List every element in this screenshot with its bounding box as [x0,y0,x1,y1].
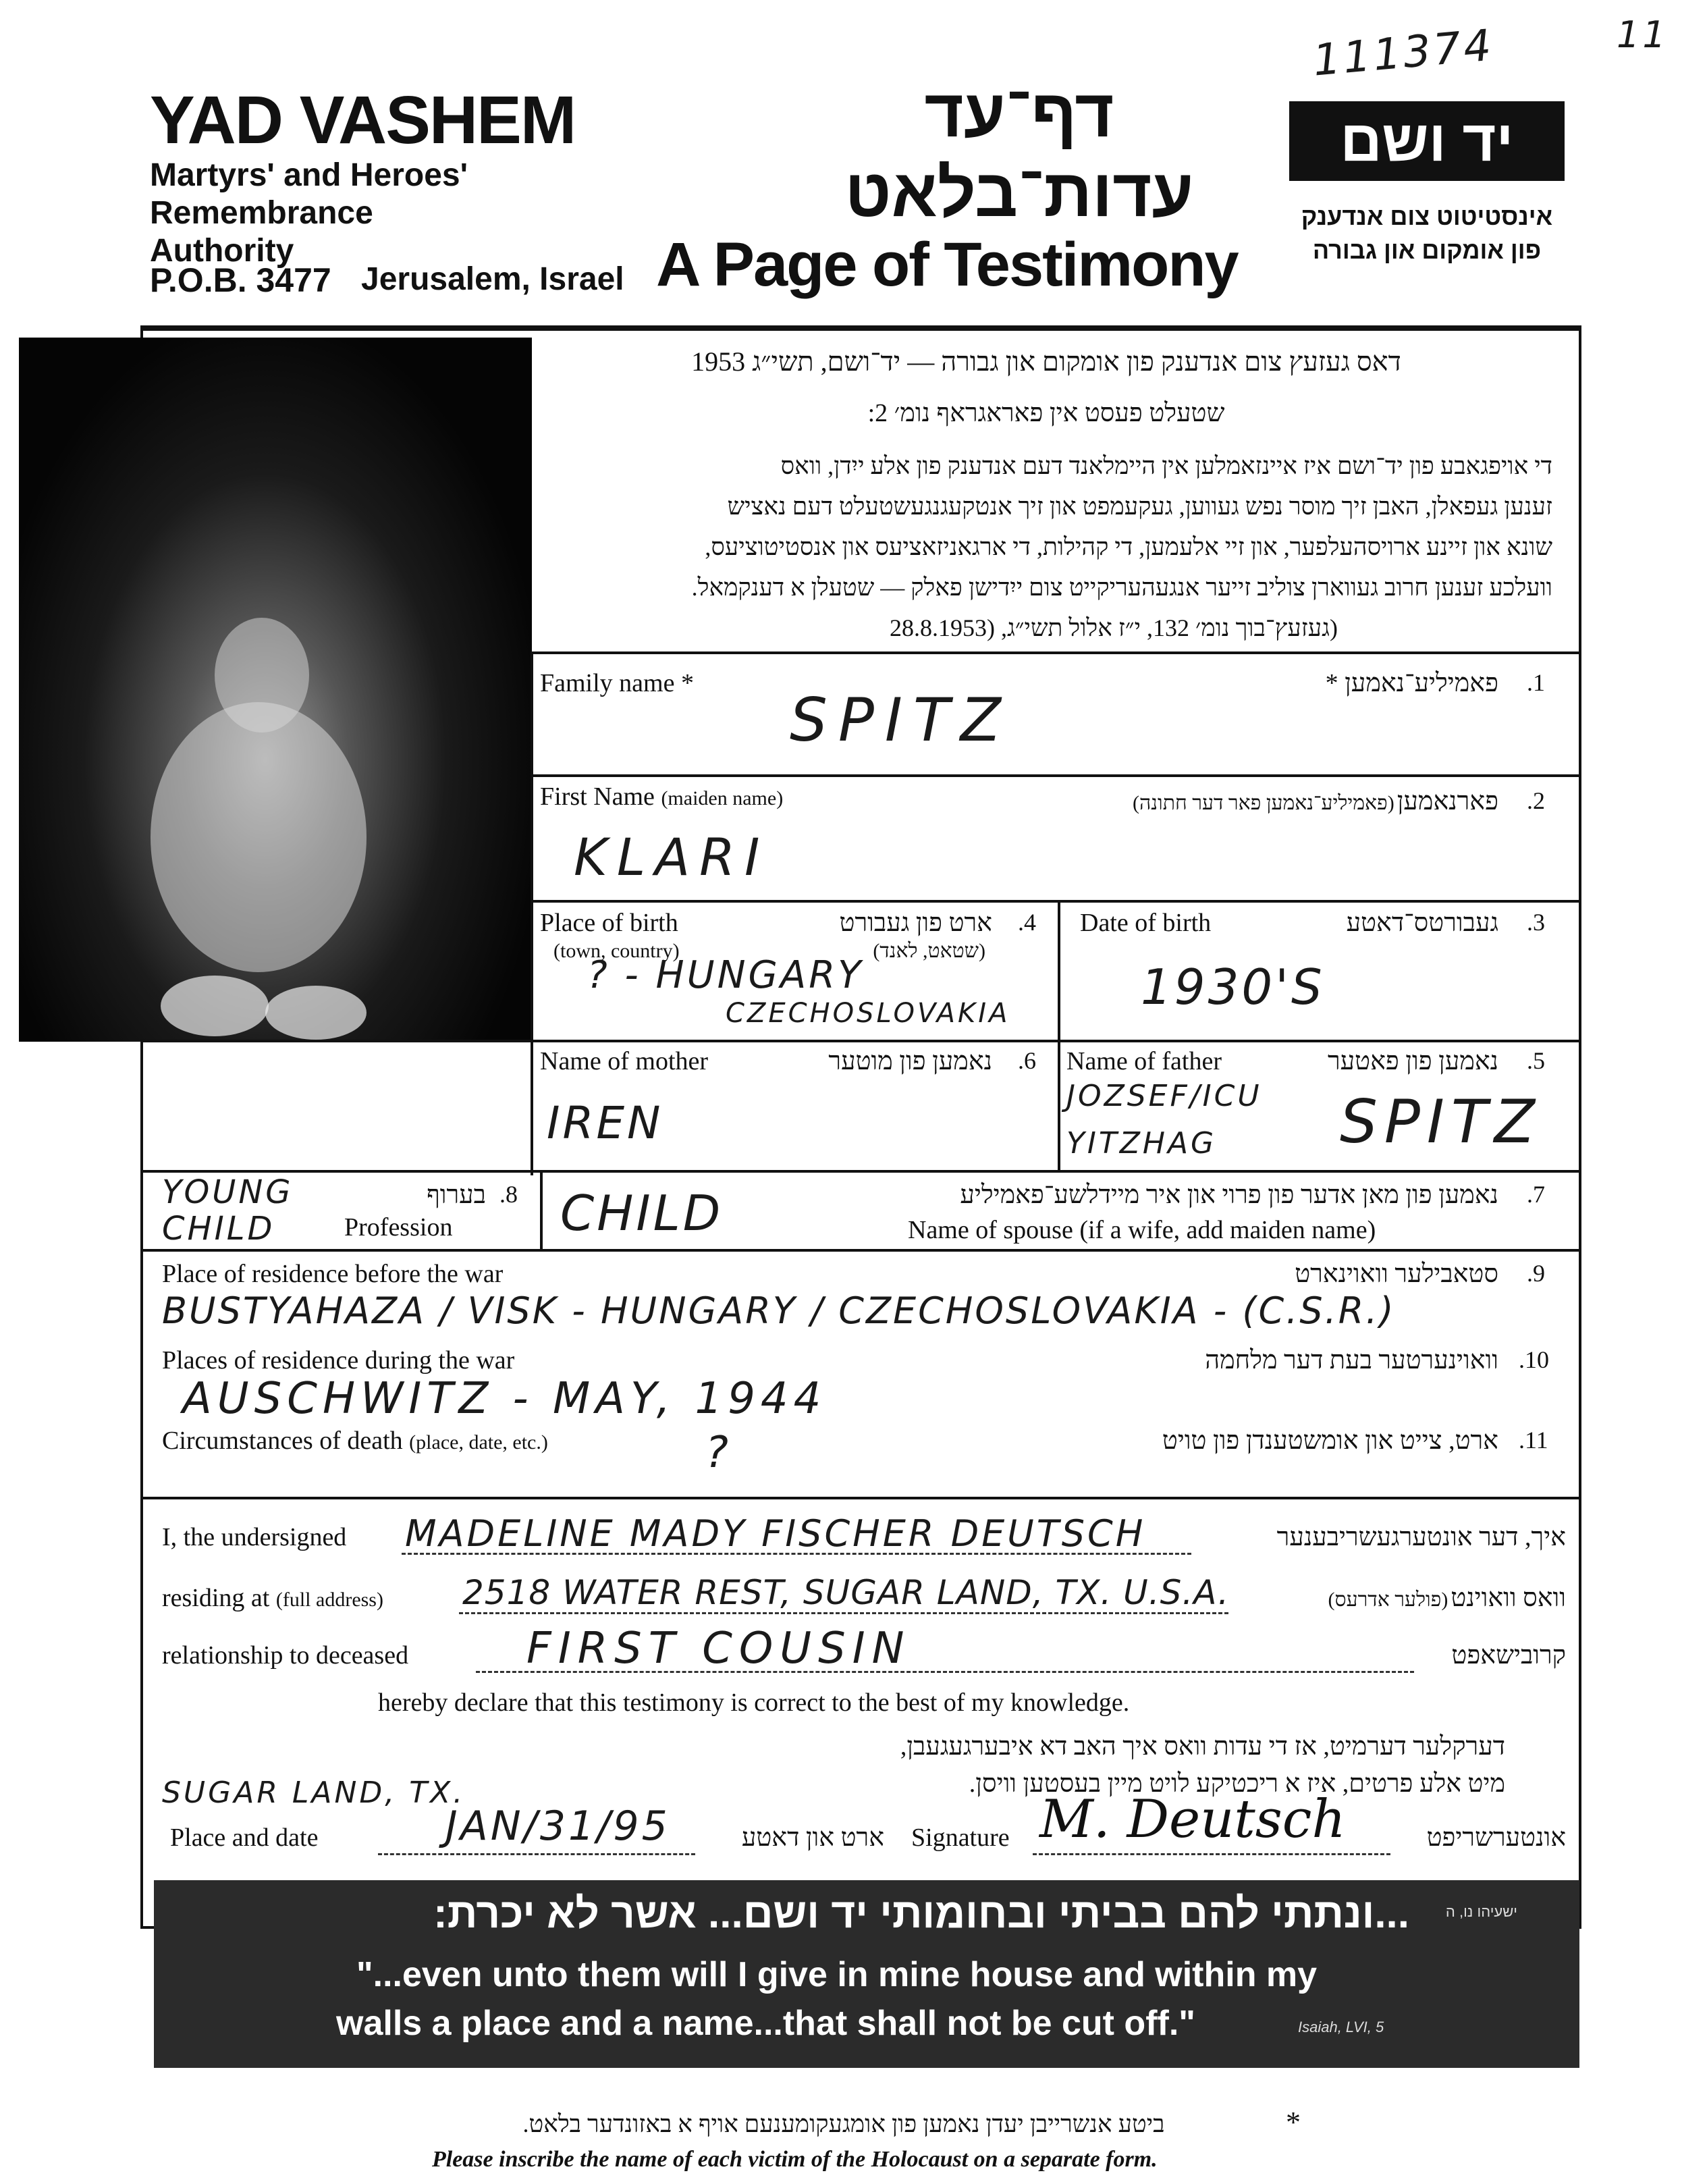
residence-during-value[interactable]: AUSCHWITZ - MAY, 1944 [182,1374,827,1424]
first-name-value[interactable]: KLARI [574,827,769,887]
field-number-6: .6 [1018,1047,1036,1074]
date-line [378,1853,695,1855]
residing-label-yi-note: (פולער אדרעס) [1328,1589,1448,1611]
declare-text: hereby declare that this testimony is correct to the best of my knowledge. [378,1688,1130,1717]
profession-label: Profession [344,1213,453,1242]
spouse-value[interactable]: CHILD [560,1185,724,1242]
victim-photo [19,338,532,1042]
mother-name-label: Name of mother [540,1047,709,1075]
rule-declaration-top [140,1497,1581,1499]
relationship-label: relationship to deceased [162,1641,409,1670]
yiddish-title-1: דף־עד [924,76,1114,151]
signature-value[interactable]: M. Deutsch [1039,1789,1346,1850]
city: Jerusalem, Israel [361,261,624,297]
banner-hebrew-quote: ...ונתתי להם בביתי ובחומותי יד ושם... אשר לא יכרת: [433,1890,1409,1937]
footer-english-note: Please inscribe the name of each victim of the Holocaust on a separate form. [432,2147,1158,2172]
residence-during-label: Places of residence during the war [162,1346,515,1375]
rule-f9-top [140,1249,1581,1252]
death-circumstances-label [162,1426,548,1456]
field-number-4: .4 [1018,909,1036,936]
banner-hebrew-ref: ישעיהו נו, ה [1445,1903,1517,1920]
yiddish-title-2: עדות־בלאט [844,155,1194,231]
relationship-label-yi: קרובישאפט [1451,1641,1566,1670]
field-number-2: .2 [1527,787,1545,814]
family-name-label-yi: פאמיליע־נאמען * [1325,669,1498,697]
intro-line-2: זענען געפאלן, האבן זיך מוסר נפש געווען, געקעמפט און זיך אנטקעגנגעשטעלט דעם נאציש [727,493,1552,520]
archive-number: 111374 [1311,20,1496,86]
date-of-birth-label: Date of birth [1080,909,1212,937]
banner-english-1: "...even unto them will I give in mine house and within my [356,1955,1318,1994]
yad-vashem-logo [1289,101,1565,181]
footer-yiddish-note: ביטע אנשרייבן יעדן נאמען פון אומגעקומענעם אויף א באזונדער בלאט. [522,2110,1165,2137]
undersigned-value[interactable]: MADELINE MADY FISCHER DEUTSCH [405,1512,1146,1555]
logo-text: יד ושם [1340,109,1514,174]
rule-photo-right [531,651,533,1175]
place-date-label-yi: ארט און דאטע [741,1823,884,1852]
residing-line [459,1612,1228,1614]
first-name-label-note: (maiden name) [661,787,784,809]
residence-before-label-yi: סטאבילער וואוינארט [1295,1260,1498,1288]
place-of-birth-value-1[interactable]: ? - HUNGARY [587,953,864,997]
intro-text [540,446,1552,648]
rule-f5-top [140,1040,1581,1042]
rule-f3-top [532,900,1581,903]
field-number-7: .7 [1527,1181,1545,1208]
place-of-birth-label-yi: ארט פון געבורט [839,909,992,937]
intro-line-1: די אויפגאבע פון יד־ושם איז איינזאמלען אין היימלאנד דעם אנדענק פון אלע ייִדן, וואס [780,452,1552,479]
footer-star: * [1286,2106,1301,2139]
english-title: A Page of Testimony [656,230,1238,299]
org-sub-line-1: Martyrs' and Heroes' [150,157,468,193]
profession-value-2[interactable]: CHILD [162,1210,275,1248]
field-number-10: .10 [1519,1346,1549,1373]
field-number-5: .5 [1527,1047,1545,1074]
rule-f7-top [140,1170,1581,1173]
law-title: דאס געזעץ צום אנדענק פון אומקום און גבורה — יד־ושם, תשי״ג 1953 [691,346,1401,377]
place-of-birth-note-yi: (שטאט, לאנד) [873,940,985,962]
child-photo-figure [19,338,532,1042]
residing-label-note: (full address) [275,1589,383,1611]
first-name-label-yi-note: (פאמיליע־נאמען פאר דער חתונה) [1133,792,1394,814]
first-name-label-yi-text: פארנאמען [1397,787,1498,816]
org-subtitle [150,157,468,270]
field-number-11: .11 [1519,1427,1548,1454]
signature-label: Signature [911,1823,1010,1852]
first-name-label [540,782,783,811]
rule-f1-top [532,651,1581,654]
paragraph-ref: שטעלט פעסט אין פאראגראף נומ׳ 2: [867,399,1225,427]
rule-profession-right [540,1170,543,1249]
first-name-label-yi [958,787,1498,816]
spouse-label-yi: נאמען פון מאן אדער פון פרוי און איר מיידלשע־פאמיליע [960,1181,1498,1209]
field-number-8: .8 [499,1181,518,1208]
death-circumstances-label-note: (place, date, etc.) [409,1431,548,1454]
quote-banner [154,1880,1579,2068]
death-circumstances-value[interactable]: ? [705,1428,731,1478]
banner-english-2: walls a place and a name...that shall not be cut off." [336,2004,1195,2043]
residing-label-text: residing at [162,1584,270,1612]
signature-label-yi: אונטערשריפט [1426,1823,1566,1852]
intro-line-5: (געזעץ־בוך נומ׳ 132, י״ז אלול תשי״ג, (28.8.1953 [889,614,1338,641]
father-name-value-2[interactable]: YITZHAG [1066,1126,1217,1161]
profession-value-1[interactable]: YOUNG [162,1173,294,1211]
field-number-3: .3 [1527,909,1545,936]
rule-middle [1058,900,1060,1170]
undersigned-label: I, the undersigned [162,1523,347,1551]
residing-label-yi-text: וואס וואוינט [1451,1584,1566,1612]
profession-label-yi: בערוף [427,1181,486,1209]
rule-f2-top [532,774,1581,777]
org-sub-line-3: Authority [150,233,294,269]
residing-label [162,1583,383,1613]
intro-line-3: שונא און זיינע ארויסהעלפער, און זיי אלעמען, די קהילות, די ארגאניזאציעס און אנסטיטוציעס, [705,533,1552,560]
institute-line-1: אינסטיטוט צום אנדענק [1301,203,1553,230]
intro-line-4: וועלכע זענען חרוב געווארן צוליב זייער אנגעהעריקייט צום ייִדישן פאלק — שטעלן א דענקמאל. [691,574,1552,601]
spouse-label: Name of spouse (if a wife, add maiden name) [908,1216,1376,1244]
relationship-value[interactable]: FIRST COUSIN [526,1624,911,1674]
residence-during-label-yi: וואוינערטער בעת דער מלחמה [1205,1346,1498,1375]
father-name-label: Name of father [1066,1047,1222,1075]
first-name-label-text: First Name [540,782,655,811]
place-of-birth-note: (town, country) [553,940,680,962]
corner-number: 11 [1617,14,1669,56]
org-name: YAD VASHEM [150,82,576,158]
form-top-rule [140,325,1581,331]
banner-english-ref: Isaiah, LVI, 5 [1298,2019,1384,2035]
death-circumstances-label-text: Circumstances of death [162,1427,403,1455]
pob: P.O.B. 3477 [150,261,331,299]
family-name-value[interactable]: SPITZ [790,685,1012,755]
place-of-birth-label: Place of birth [540,909,678,937]
signing-place-value[interactable]: SUGAR LAND, TX. [162,1776,466,1810]
father-name-label-yi: נאמען פון פאטער [1327,1047,1498,1075]
signature-line [1033,1853,1390,1855]
residence-before-label: Place of residence before the war [162,1260,504,1288]
institute-line-2: פון אומקום און גבורה [1312,236,1542,264]
signing-date-value[interactable]: JAN/31/95 [445,1803,670,1850]
declare-text-yi-1: דערקלער דערמיט, אז די עדות וואס איך האב דא איבערגעגעבן, [900,1732,1505,1761]
father-name-value-3[interactable]: SPITZ [1340,1087,1542,1156]
date-of-birth-label-yi: געבורטס־דאטע [1346,909,1498,937]
residing-value[interactable]: 2518 WATER REST, SUGAR LAND, TX. U.S.A. [462,1573,1230,1612]
place-date-label: Place and date [170,1823,319,1852]
org-sub-line-2: Remembrance [150,195,373,231]
declare-text-yi-2: מיט אלע פרטים, איז א ריכטיקע לויט מיין בעסטען וויסן. [969,1769,1505,1798]
place-of-birth-value-2[interactable]: CZECHOSLOVAKIA [726,998,1010,1029]
mother-name-value[interactable]: IREN [547,1097,663,1149]
undersigned-label-yi: איך, דער אונטערגעשריבענער [1276,1523,1566,1551]
field-number-1: .1 [1527,669,1545,696]
residence-before-value[interactable]: BUSTYAHAZA / VISK - HUNGARY / CZECHOSLOVAKIA - (C.S.R.) [162,1289,1396,1332]
family-name-label: Family name * [540,669,694,697]
field-number-9: .9 [1527,1260,1545,1287]
death-circumstances-label-yi: ארט, צייט און אומשטענדן פון טויט [1162,1427,1498,1455]
residing-label-yi [1235,1583,1566,1613]
father-name-value-1[interactable]: JOZSEF/ICU [1066,1079,1262,1113]
date-of-birth-value[interactable]: 1930'S [1141,959,1325,1015]
mother-name-label-yi: נאמען פון מוטער [828,1047,992,1075]
